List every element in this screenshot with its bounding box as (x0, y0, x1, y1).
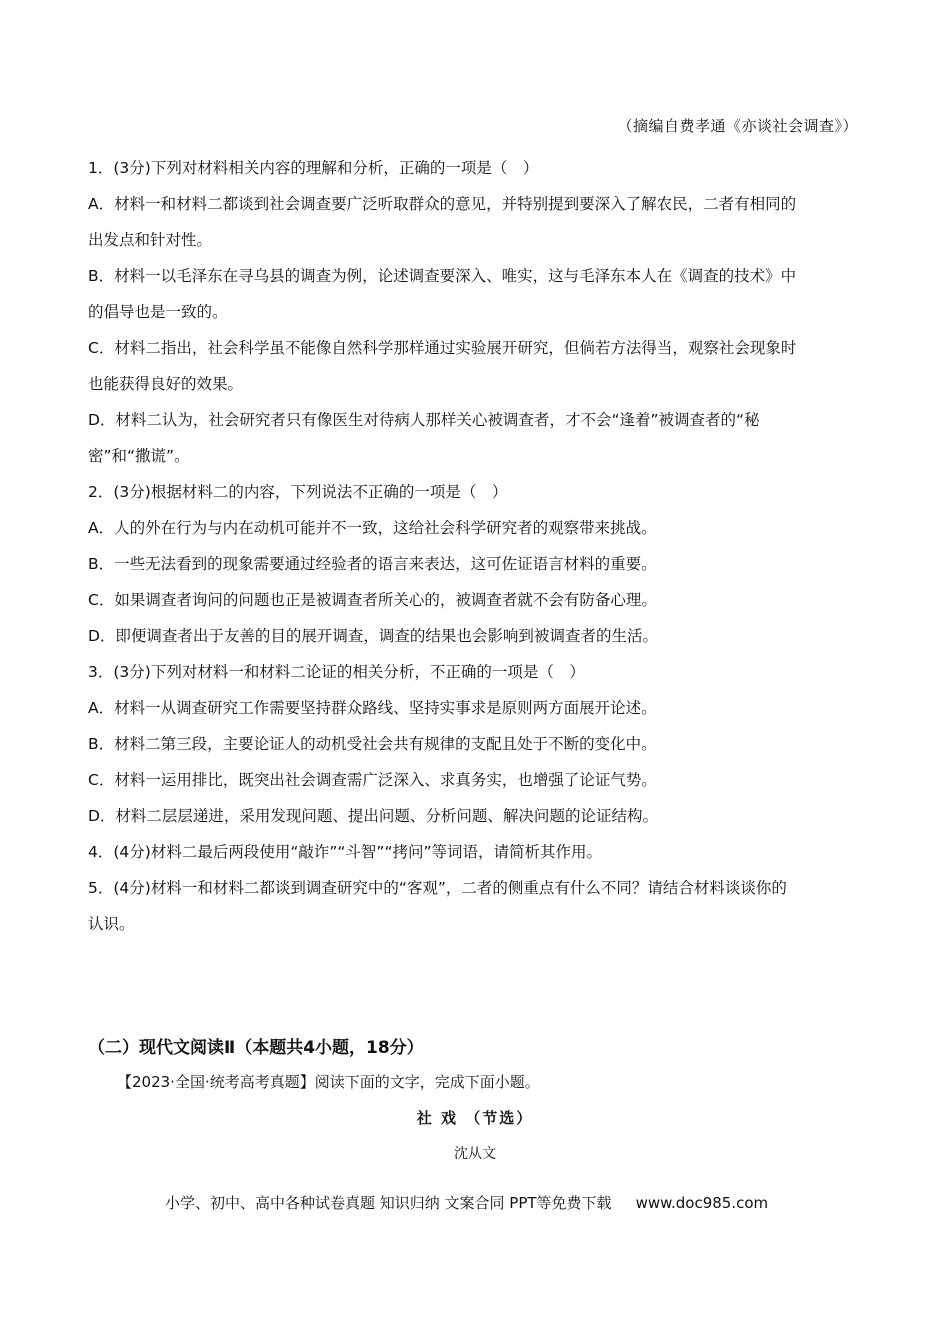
q2-option-a: A．人的外在行为与内在动机可能并不一致，这给社会科学研究者的观察带来挑战。 (88, 519, 657, 537)
q1-option-b-line2: 的倡导也是一致的。 (88, 303, 228, 321)
question-2: 2．(3分)根据材料二的内容，下列说法不正确的一项是（ ） (88, 483, 508, 501)
q1-option-a-line2: 出发点和针对性。 (88, 231, 213, 249)
footer-text: 小学、初中、高中各种试卷真题 知识归纳 文案合同 PPT等免费下载 (165, 1194, 612, 1212)
q3-option-c: C．材料一运用排比，既突出社会调查需广泛深入、求真务实，也增强了论证气势。 (88, 771, 657, 789)
q3-option-a: A．材料一从调查研究工作需要坚持群众路线、坚持实事求是原则两方面展开论述。 (88, 699, 657, 717)
question-list (88, 150, 858, 942)
q1-option-d-line1: D．材料二认为，社会研究者只有像医生对待病人那样关心被调查者，才不会“逢着”被调查者的“秘 (88, 411, 760, 429)
q1-option-d-line2: 密”和“撒谎”。 (88, 447, 190, 465)
story-title: 社 戏 （节选） (416, 1109, 534, 1127)
footer (165, 1192, 768, 1213)
question-5-line2: 认识。 (88, 915, 135, 933)
source-note: （摘编自费孝通《亦谈社会调查》） (617, 117, 858, 135)
q2-option-b: B．一些无法看到的现象需要通过经验者的语言来表达，这可佐证语言材料的重要。 (88, 555, 657, 573)
q2-option-c: C．如果调查者询问的问题也正是被调查者所关心的，被调查者就不会有防备心理。 (88, 591, 657, 609)
question-3: 3．(3分)下列对材料一和材料二论证的相关分析，不正确的一项是（ ） (88, 663, 585, 681)
q1-option-c-line1: C．材料二指出，社会科学虽不能像自然科学那样通过实验展开研究，但倘若方法得当，观察社会现象时 (88, 339, 797, 357)
q1-option-c-line2: 也能获得良好的效果。 (88, 375, 244, 393)
footer-url[interactable]: www.doc985.com (635, 1194, 769, 1212)
q3-option-b: B．材料二第三段，主要论证人的动机受社会共有规律的支配且处于不断的变化中。 (88, 735, 657, 753)
question-4: 4．(4分)材料二最后两段使用“敲诈”“斗智”“拷问”等词语，请简析其作用。 (88, 843, 602, 861)
question-5-line1: 5．(4分)材料一和材料二都谈到调查研究中的“客观”，二者的侧重点有什么不同？请结合材料谈谈你的 (88, 879, 787, 897)
q3-option-d: D．材料二层层递进，采用发现问题、提出问题、分析问题、解决问题的论证结构。 (88, 807, 658, 825)
q1-option-a-line1: A．材料一和材料二都谈到社会调查要广泛听取群众的意见，并特别提到要深入了解农民，二者有相同的 (88, 195, 797, 213)
section-heading: （二）现代文阅读Ⅱ（本题共4小题，18分） (88, 1038, 424, 1058)
question-1: 1．(3分)下列对材料相关内容的理解和分析，正确的一项是（ ） (88, 159, 539, 177)
section-intro: 【2023·全国·统考高考真题】阅读下面的文字，完成下面小题。 (117, 1073, 540, 1091)
q1-option-b-line1: B．材料一以毛泽东在寻乌县的调查为例，论述调查要深入、唯实，这与毛泽东本人在《调查的技术》中 (88, 267, 797, 285)
q2-option-d: D．即便调查者出于友善的目的展开调查，调查的结果也会影响到被调查者的生活。 (88, 627, 658, 645)
story-author: 沈从文 (454, 1146, 496, 1162)
